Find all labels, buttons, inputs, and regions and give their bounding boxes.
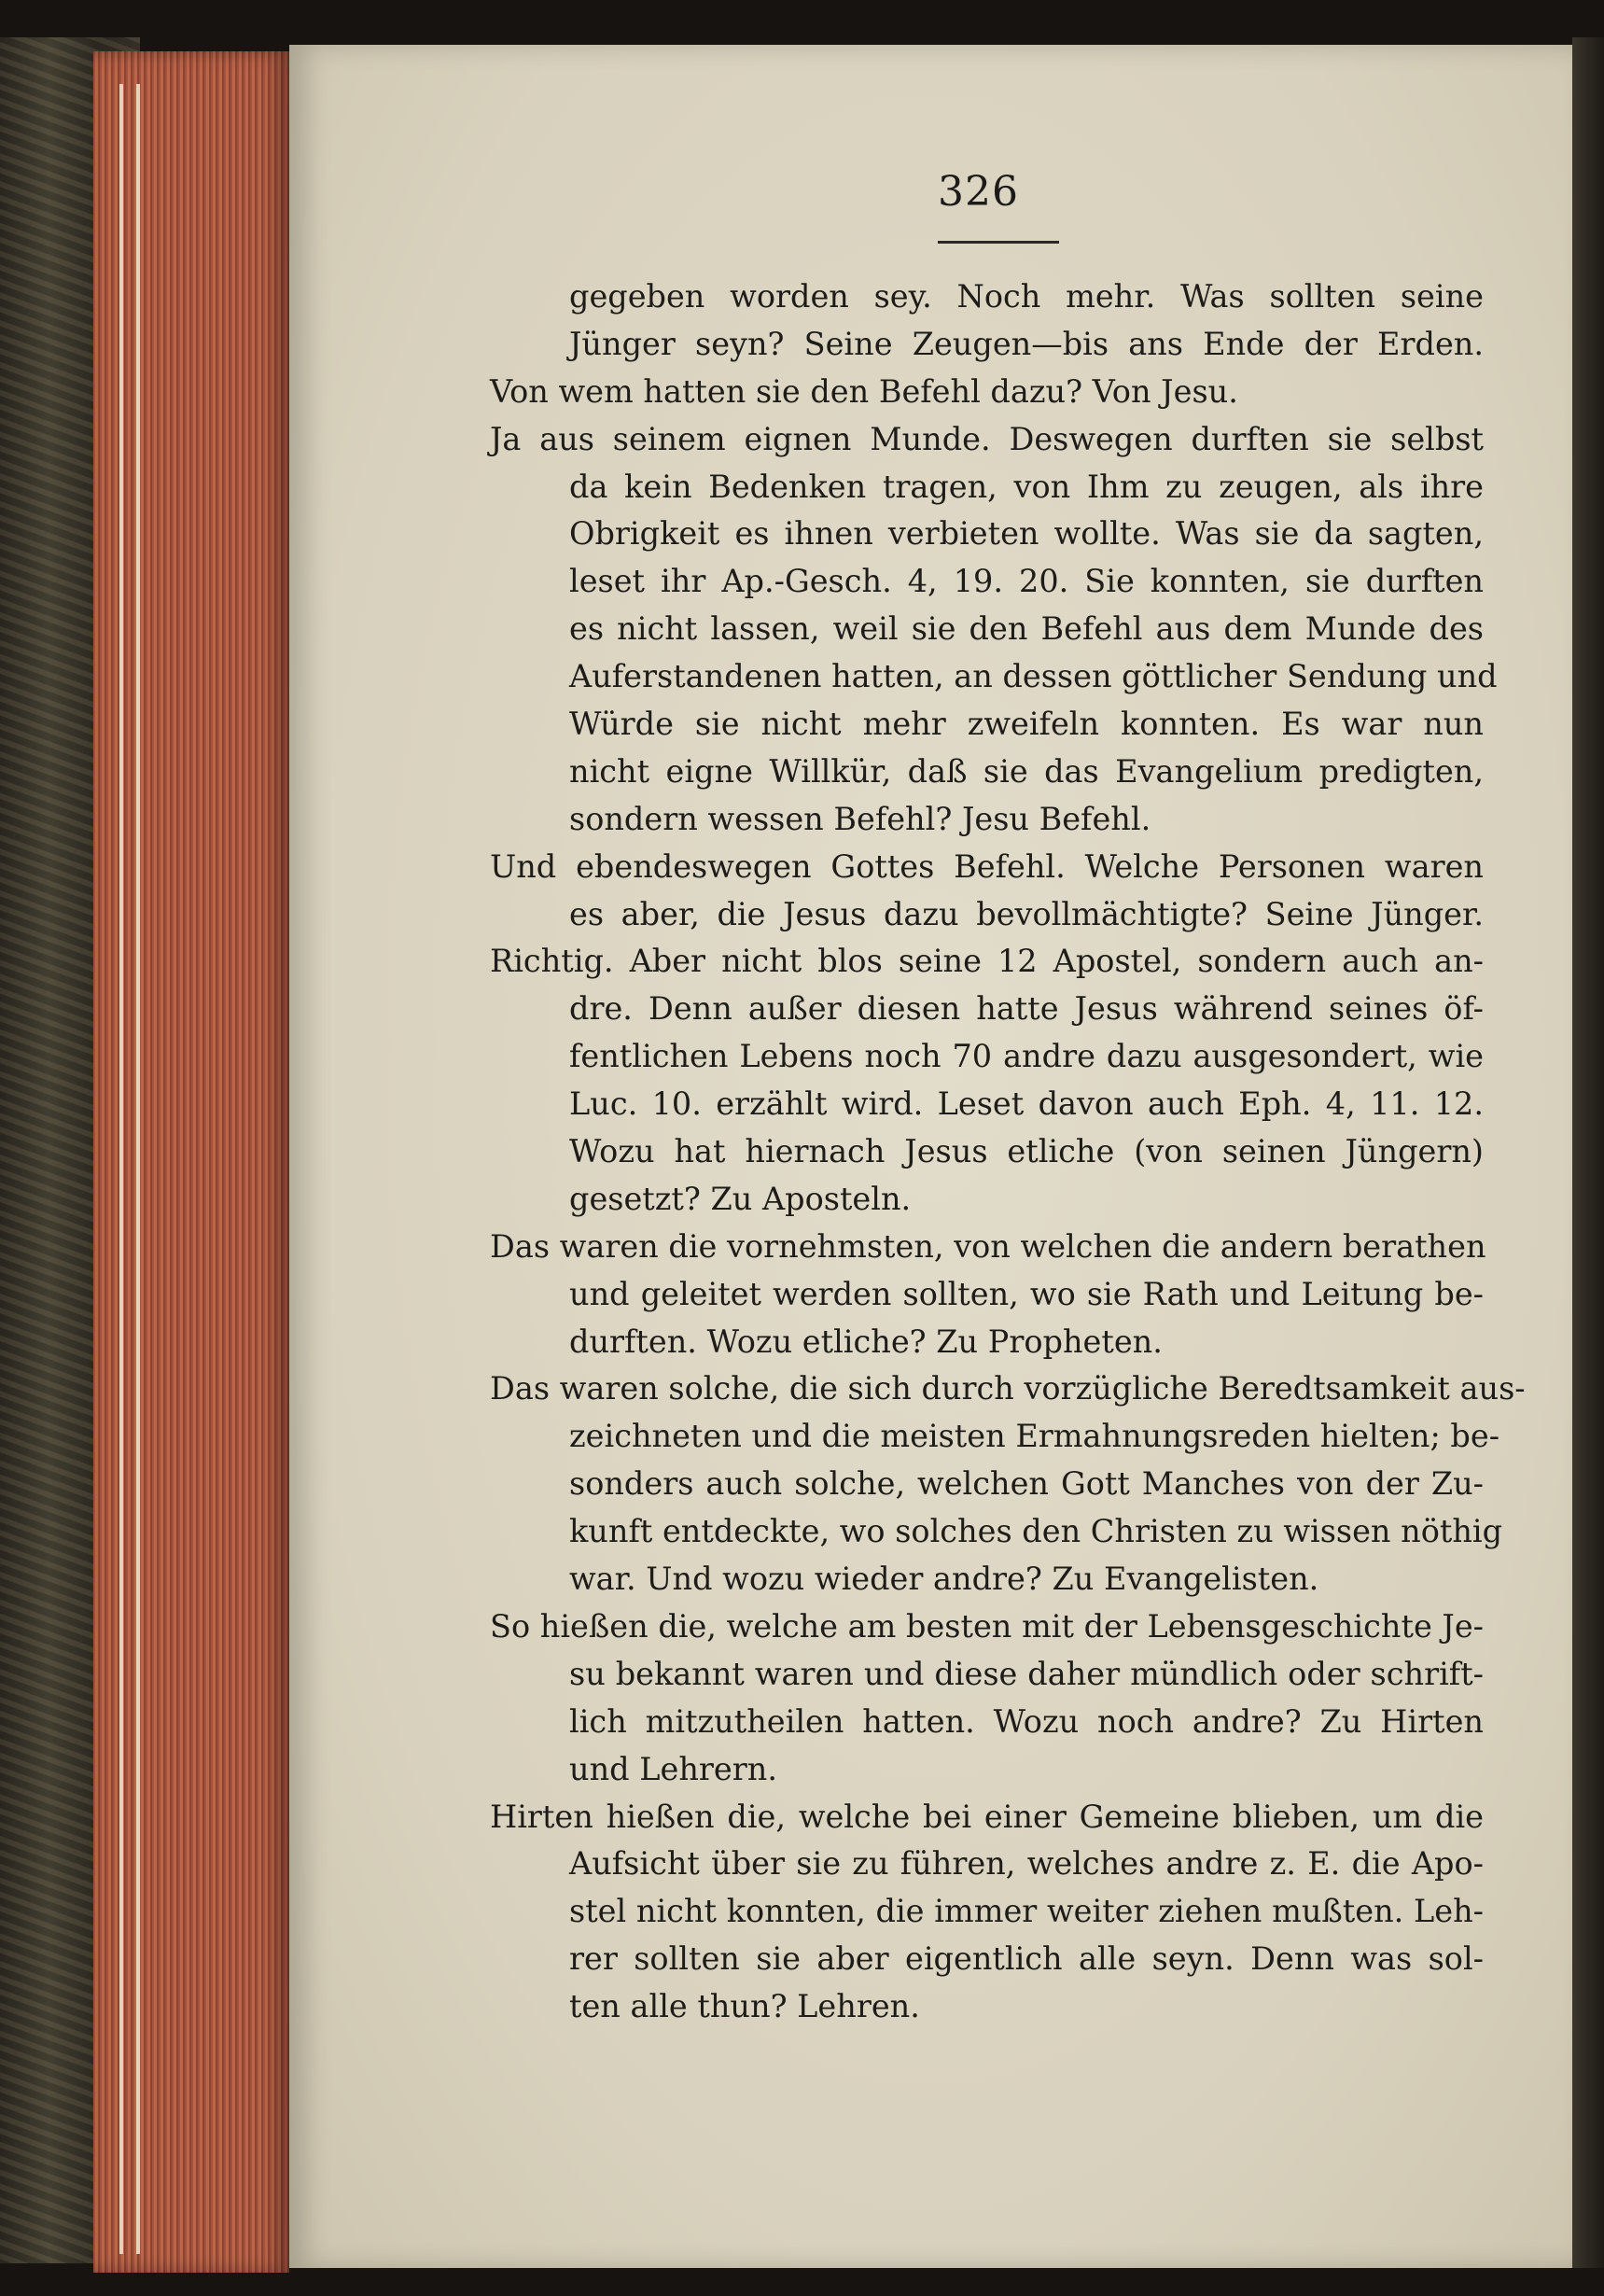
page-number: 326 <box>938 168 1019 216</box>
text-line: Und ebendeswegen Gottes Befehl. Welche Personen waren <box>490 847 1484 885</box>
text-line: Aufsicht über sie zu führen, welches andre z. E. die Apo- <box>569 1845 1484 1883</box>
text-line: es aber, die Jesus dazu bevollmächtigte? Seine Jünger. <box>569 895 1484 932</box>
text-line: leset ihr Ap.-Gesch. 4, 19. 20. Sie konnten, sie durften <box>569 563 1484 600</box>
header-rule <box>938 241 1059 244</box>
text-line: Von wem hatten sie den Befehl dazu? Von Jesu. <box>490 372 1238 410</box>
text-line: So hießen die, welche am besten mit der Lebensgeschichte Je- <box>490 1607 1484 1645</box>
facing-page-edge <box>1572 37 1604 2268</box>
text-line: dre. Denn außer diesen hatte Jesus während seines öf- <box>569 990 1484 1028</box>
page-edge-highlight <box>119 84 123 2254</box>
text-line: und geleitet werden sollten, wo sie Rath und Leitung be- <box>569 1275 1484 1312</box>
text-line: Ja aus seinem eignen Munde. Deswegen durften sie selbst <box>490 420 1484 457</box>
text-line: gegeben worden sey. Noch mehr. Was sollten seine <box>569 278 1484 315</box>
page-edge-highlight <box>136 84 140 2254</box>
text-line: es nicht lassen, weil sie den Befehl aus dem Munde des <box>569 610 1484 648</box>
text-line: Auferstandenen hatten, an dessen göttlicher Sendung und <box>569 658 1498 695</box>
text-line: su bekannt waren und diese daher mündlich oder schrift- <box>569 1655 1484 1692</box>
text-line: Jünger seyn? Seine Zeugen—bis ans Ende der Erden. <box>569 325 1484 362</box>
text-line: fentlichen Lebens noch 70 andre dazu ausgesondert, wie <box>569 1038 1484 1075</box>
text-line: sonders auch solche, welchen Gott Manches von der Zu- <box>569 1465 1484 1503</box>
text-line: Würde sie nicht mehr zweifeln konnten. Es war nun <box>569 706 1484 743</box>
text-line: durften. Wozu etliche? Zu Propheten. <box>569 1323 1163 1360</box>
text-line: ten alle thun? Lehren. <box>569 1988 920 2025</box>
text-line: da kein Bedenken tragen, von Ihm zu zeugen, als ihre <box>569 468 1484 505</box>
text-line: sondern wessen Befehl? Jesu Befehl. <box>569 800 1151 837</box>
text-line: Hirten hießen die, welche bei einer Gemeine blieben, um die <box>490 1798 1484 1835</box>
text-line: Luc. 10. erzählt wird. Leset davon auch Eph. 4, 11. 12. <box>569 1085 1484 1123</box>
text-line: und Lehrern. <box>569 1750 777 1787</box>
text-line: stel nicht konnten, die immer weiter ziehen mußten. Leh- <box>569 1893 1484 1930</box>
text-line: gesetzt? Zu Aposteln. <box>569 1180 912 1217</box>
page-body-text <box>490 273 1526 2031</box>
text-line: Das waren solche, die sich durch vorzügliche Beredtsamkeit aus- <box>490 1370 1526 1407</box>
text-line: war. Und wozu wieder andre? Zu Evangelisten. <box>569 1561 1319 1598</box>
text-line: kunft entdeckte, wo solches den Christen zu wissen nöthig <box>569 1513 1503 1550</box>
text-line: lich mitzutheilen hatten. Wozu noch andre? Zu Hirten <box>569 1702 1484 1740</box>
text-line: Das waren die vornehmsten, von welchen die andern berathen <box>490 1227 1486 1265</box>
text-line: Wozu hat hiernach Jesus etliche (von seinen Jüngern) <box>569 1133 1484 1170</box>
text-line: rer sollten sie aber eigentlich alle seyn. Denn was sol- <box>569 1940 1484 1978</box>
text-line: nicht eigne Willkür, daß sie das Evangelium predigten, <box>569 752 1484 790</box>
text-line: zeichneten und die meisten Ermahnungsreden hielten; be- <box>569 1418 1500 1455</box>
text-line: Obrigkeit es ihnen verbieten wollte. Was sie da sagten, <box>569 515 1484 553</box>
text-line: Richtig. Aber nicht blos seine 12 Apostel, sondern auch an- <box>490 943 1484 980</box>
